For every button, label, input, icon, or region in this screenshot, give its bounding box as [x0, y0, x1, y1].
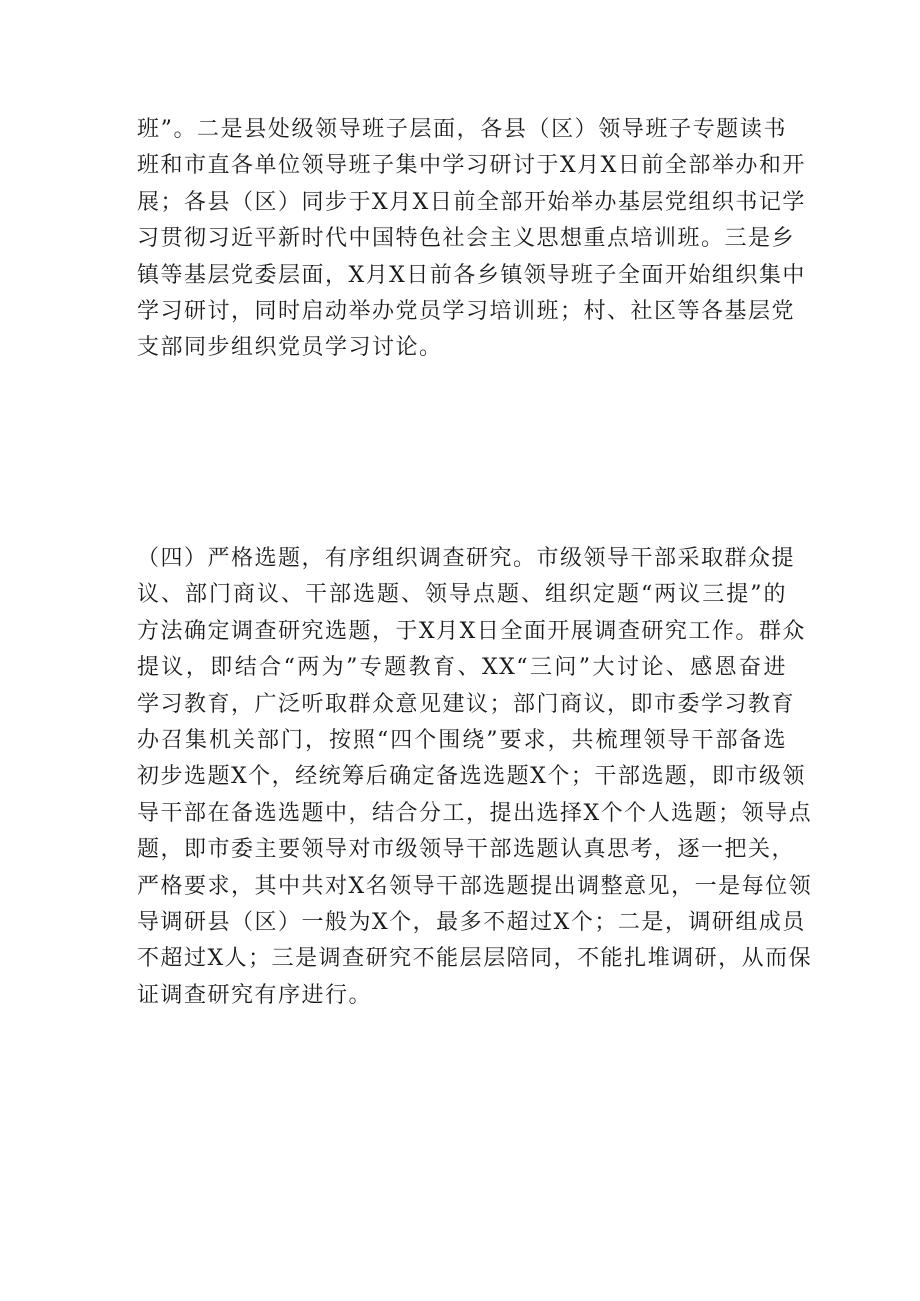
text-line: 方法确定调查研究选题，于X月X日全面开展调查研究工作。群众 [137, 618, 806, 644]
text-line: 学习教育，广泛听取群众意见建议；部门商议，即市委学习教育 [137, 691, 796, 717]
text-line: 镇等基层党委层面，X月X日前各乡镇领导班子全面开始组织集中 [137, 262, 806, 288]
text-line: 导干部在备选选题中，结合分工，提出选择X个个人选题；领导点 [137, 800, 813, 826]
text-line: 班和市直各单位领导班子集中学习研讨于X月X日前全部举办和开 [137, 153, 806, 179]
text-line: 不超过X人；三是调查研究不能层层陪同，不能扎堆调研，从而保 [137, 946, 813, 972]
text-line: 导调研县（区）一般为X个，最多不超过X个；二是，调研组成员 [137, 909, 806, 935]
text-line: 展；各县（区）同步于X月X日前全部开始举办基层党组织书记学 [137, 189, 806, 215]
text-line: 严格要求，其中共对X名领导干部选题提出调整意见，一是每位领 [137, 873, 813, 899]
paragraph-leadership-study [137, 112, 806, 367]
text-line: 习贯彻习近平新时代中国特色社会主义思想重点培训班。三是乡 [137, 226, 796, 252]
text-line: 班”。二是县处级领导班子层面，各县（区）领导班子专题读书 [137, 117, 787, 142]
text-line: （四）严格选题，有序组织调查研究。市级领导干部采取群众提 [137, 546, 796, 571]
text-line: 题，即市委主要领导对市级领导干部选题认真思考，逐一把关， [137, 837, 796, 863]
text-line: 学习研讨，同时启动举办党员学习培训班；村、社区等各基层党 [137, 298, 796, 324]
text-line: 办召集机关部门，按照“四个围绕”要求，共梳理领导干部备选 [137, 727, 787, 753]
text-line: 支部同步组织党员学习讨论。 [137, 335, 443, 361]
paragraph-section-four-research [137, 541, 813, 1014]
text-line: 议、部门商议、干部选题、领导点题、组织定题“两议三提”的 [137, 582, 787, 608]
text-line: 初步选题X个，经统筹后确定备选选题X个；干部选题，即市级领 [137, 764, 806, 790]
text-line: 提议，即结合“两为”专题教育、XX“三问”大讨论、感恩奋进 [137, 655, 787, 681]
text-line: 证调查研究有序进行。 [137, 982, 373, 1008]
